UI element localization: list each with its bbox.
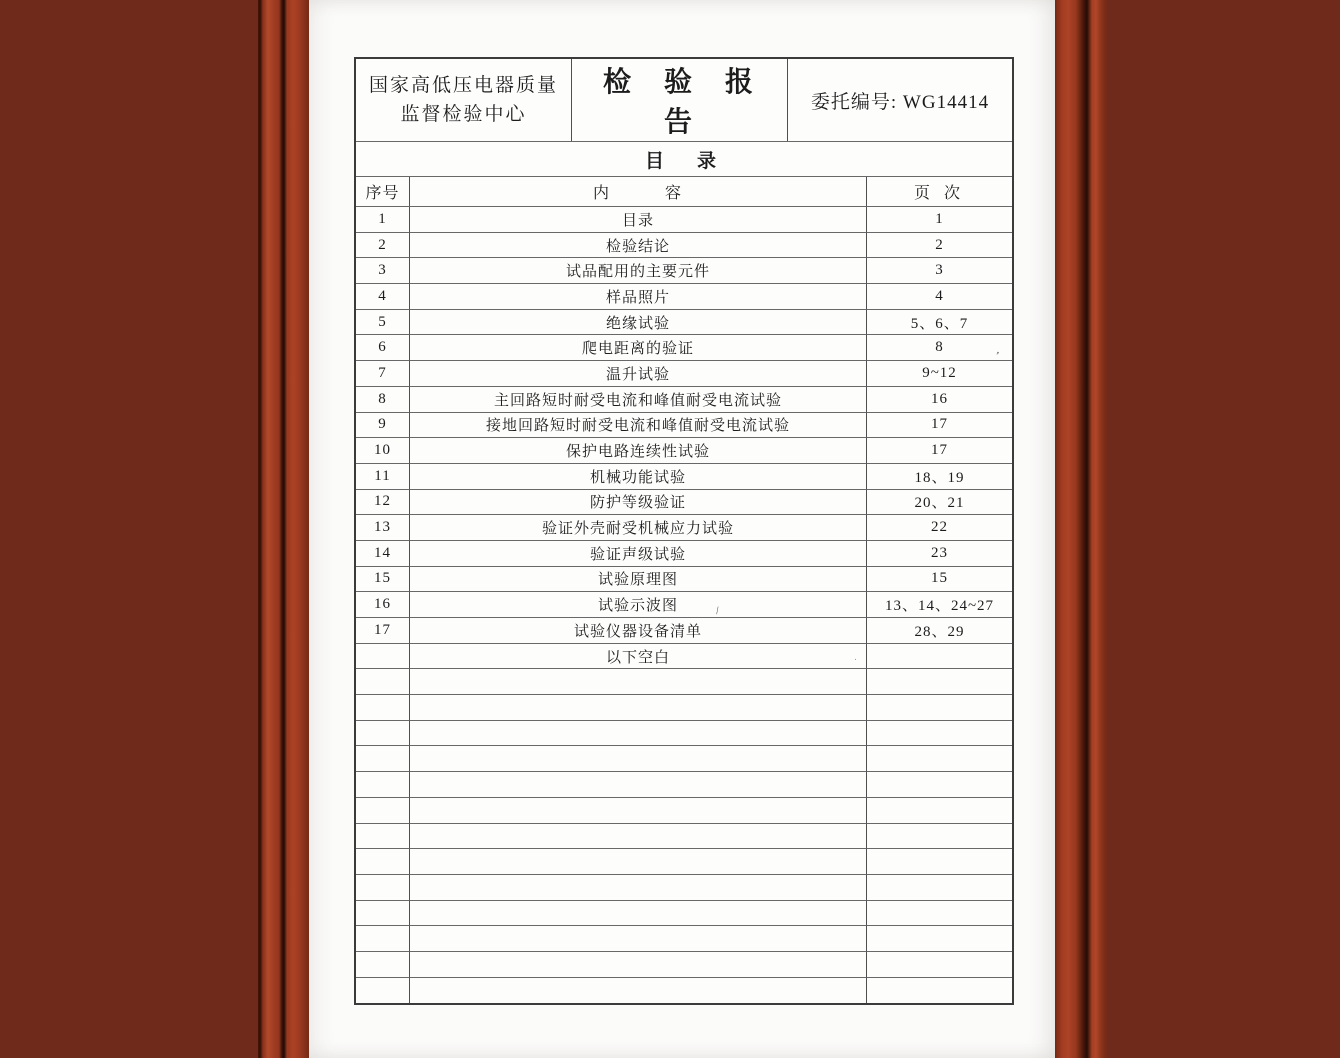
toc-row <box>356 284 1012 310</box>
toc-cell-pages: 28、29 <box>867 618 1012 644</box>
toc-cell-content <box>410 721 867 747</box>
toc-cell-no <box>356 926 410 952</box>
scan-speck: / <box>715 604 720 618</box>
toc-cell-content <box>410 669 867 695</box>
column-header-content: 内 容 <box>410 177 867 206</box>
toc-cell-pages <box>867 798 1012 824</box>
toc-cell-no <box>356 901 410 927</box>
toc-cell-pages: 9~12 <box>867 361 1012 387</box>
toc-cell-pages <box>867 695 1012 721</box>
toc-cell-content: 绝缘试验 <box>410 310 867 336</box>
toc-cell-content: 检验结论 <box>410 233 867 259</box>
toc-cell-no: 16 <box>356 592 410 618</box>
toc-cell-content: 接地回路短时耐受电流和峰值耐受电流试验 <box>410 413 867 439</box>
toc-cell-pages: 8 <box>867 335 1012 361</box>
toc-empty-row <box>356 926 1012 952</box>
toc-cell-no <box>356 695 410 721</box>
toc-cell-no: 11 <box>356 464 410 490</box>
toc-cell-pages <box>867 746 1012 772</box>
toc-cell-content <box>410 772 867 798</box>
toc-row <box>356 541 1012 567</box>
toc-cell-pages: 17 <box>867 438 1012 464</box>
toc-cell-content: 防护等级验证 <box>410 490 867 516</box>
toc-body <box>356 207 1012 1003</box>
org-name-line2: 监督检验中心 <box>400 104 527 125</box>
toc-cell-content <box>410 798 867 824</box>
toc-cell-no: 15 <box>356 567 410 593</box>
toc-cell-pages: 16 <box>867 387 1012 413</box>
toc-cell-content <box>410 926 867 952</box>
toc-cell-pages <box>867 669 1012 695</box>
toc-cell-content <box>410 746 867 772</box>
toc-empty-row <box>356 746 1012 772</box>
toc-row <box>356 618 1012 644</box>
toc-row <box>356 361 1012 387</box>
toc-cell-no <box>356 849 410 875</box>
toc-cell-pages <box>867 721 1012 747</box>
toc-cell-pages: 22 <box>867 515 1012 541</box>
toc-cell-no <box>356 669 410 695</box>
toc-cell-pages: 5、6、7 <box>867 310 1012 336</box>
toc-cell-no <box>356 875 410 901</box>
toc-empty-row <box>356 721 1012 747</box>
toc-cell-content: 验证外壳耐受机械应力试验 <box>410 515 867 541</box>
toc-cell-no: 13 <box>356 515 410 541</box>
toc-row <box>356 387 1012 413</box>
toc-cell-pages: 17 <box>867 413 1012 439</box>
toc-cell-no: 6 <box>356 335 410 361</box>
frame-wood-edge-left <box>258 0 310 1058</box>
toc-cell-pages <box>867 644 1012 670</box>
toc-cell-pages: 15 <box>867 567 1012 593</box>
toc-cell-pages <box>867 849 1012 875</box>
toc-section-title-row <box>356 142 1012 177</box>
toc-row <box>356 438 1012 464</box>
toc-row <box>356 567 1012 593</box>
toc-row <box>356 335 1012 361</box>
org-name-line1: 国家高低压电器质量 <box>368 74 558 96</box>
toc-empty-row <box>356 669 1012 695</box>
toc-cell-pages <box>867 952 1012 978</box>
toc-row <box>356 233 1012 259</box>
toc-cell-no <box>356 952 410 978</box>
report-header-row <box>356 59 1012 142</box>
scan-speck: ’ <box>993 349 1001 363</box>
toc-row <box>356 258 1012 284</box>
toc-cell-content <box>410 952 867 978</box>
toc-cell-content: 机械功能试验 <box>410 464 867 490</box>
toc-cell-no: 4 <box>356 284 410 310</box>
toc-cell-no: 1 <box>356 207 410 233</box>
toc-cell-pages <box>867 772 1012 798</box>
toc-empty-row <box>356 824 1012 850</box>
toc-row <box>356 310 1012 336</box>
toc-cell-content <box>410 978 867 1004</box>
toc-cell-no: 3 <box>356 258 410 284</box>
toc-cell-pages <box>867 901 1012 927</box>
toc-cell-content: 爬电距离的验证 <box>410 335 867 361</box>
toc-cell-pages: 20、21 <box>867 490 1012 516</box>
toc-cell-pages: 13、14、24~27 <box>867 592 1012 618</box>
toc-cell-content <box>410 849 867 875</box>
toc-empty-row <box>356 952 1012 978</box>
toc-cell-no: 10 <box>356 438 410 464</box>
toc-cell-no: 9 <box>356 413 410 439</box>
toc-empty-row <box>356 695 1012 721</box>
toc-empty-row <box>356 978 1012 1004</box>
toc-cell-pages: 2 <box>867 233 1012 259</box>
commission-number: 委托编号: WG14414 <box>810 91 990 113</box>
toc-cell-content <box>410 901 867 927</box>
toc-cell-no: 7 <box>356 361 410 387</box>
toc-cell-no: 12 <box>356 490 410 516</box>
report-title: 检 验 报 告 <box>572 59 788 141</box>
toc-column-header-row <box>356 177 1012 207</box>
toc-cell-content: 样品照片 <box>410 284 867 310</box>
toc-cell-content <box>410 824 867 850</box>
toc-blank-note-row <box>356 644 1012 670</box>
column-header-no: 序号 <box>356 177 410 206</box>
toc-empty-row <box>356 772 1012 798</box>
toc-cell-content: 试验仪器设备清单 <box>410 618 867 644</box>
frame-wood-edge-right <box>1056 0 1108 1058</box>
toc-cell-no <box>356 978 410 1004</box>
org-name-cell <box>356 59 572 141</box>
toc-row <box>356 592 1012 618</box>
toc-cell-content <box>410 875 867 901</box>
toc-row <box>356 515 1012 541</box>
toc-cell-pages <box>867 824 1012 850</box>
toc-empty-row <box>356 849 1012 875</box>
toc-cell-content: 以下空白 <box>410 644 867 670</box>
toc-cell-content: 试品配用的主要元件 <box>410 258 867 284</box>
scan-speck: ․ <box>854 652 858 662</box>
toc-row <box>356 207 1012 233</box>
toc-cell-no <box>356 824 410 850</box>
toc-cell-no: 14 <box>356 541 410 567</box>
toc-cell-pages: 1 <box>867 207 1012 233</box>
report-toc-table <box>354 57 1014 1005</box>
toc-section-title: 目 录 <box>644 150 723 172</box>
toc-row <box>356 464 1012 490</box>
toc-cell-content: 验证声级试验 <box>410 541 867 567</box>
toc-cell-content <box>410 695 867 721</box>
toc-cell-no <box>356 644 410 670</box>
toc-cell-pages: 4 <box>867 284 1012 310</box>
toc-cell-pages: 23 <box>867 541 1012 567</box>
toc-cell-no: 17 <box>356 618 410 644</box>
toc-empty-row <box>356 901 1012 927</box>
toc-cell-content: 试验示波图 <box>410 592 867 618</box>
toc-cell-pages: 3 <box>867 258 1012 284</box>
toc-cell-no <box>356 772 410 798</box>
scanned-document-page <box>309 0 1055 1058</box>
toc-cell-no: 5 <box>356 310 410 336</box>
toc-empty-row <box>356 875 1012 901</box>
toc-cell-content: 温升试验 <box>410 361 867 387</box>
toc-cell-pages <box>867 875 1012 901</box>
toc-row <box>356 490 1012 516</box>
toc-cell-pages <box>867 978 1012 1004</box>
toc-cell-no <box>356 798 410 824</box>
toc-cell-pages: 18、19 <box>867 464 1012 490</box>
toc-empty-row <box>356 798 1012 824</box>
column-header-pages: 页 次 <box>913 185 965 202</box>
toc-cell-no: 2 <box>356 233 410 259</box>
toc-cell-pages <box>867 926 1012 952</box>
toc-cell-content: 试验原理图 <box>410 567 867 593</box>
toc-cell-no: 8 <box>356 387 410 413</box>
toc-cell-content: 保护电路连续性试验 <box>410 438 867 464</box>
toc-cell-no <box>356 746 410 772</box>
toc-cell-no <box>356 721 410 747</box>
toc-cell-content: 主回路短时耐受电流和峰值耐受电流试验 <box>410 387 867 413</box>
toc-row <box>356 413 1012 439</box>
toc-cell-content: 目录 <box>410 207 867 233</box>
